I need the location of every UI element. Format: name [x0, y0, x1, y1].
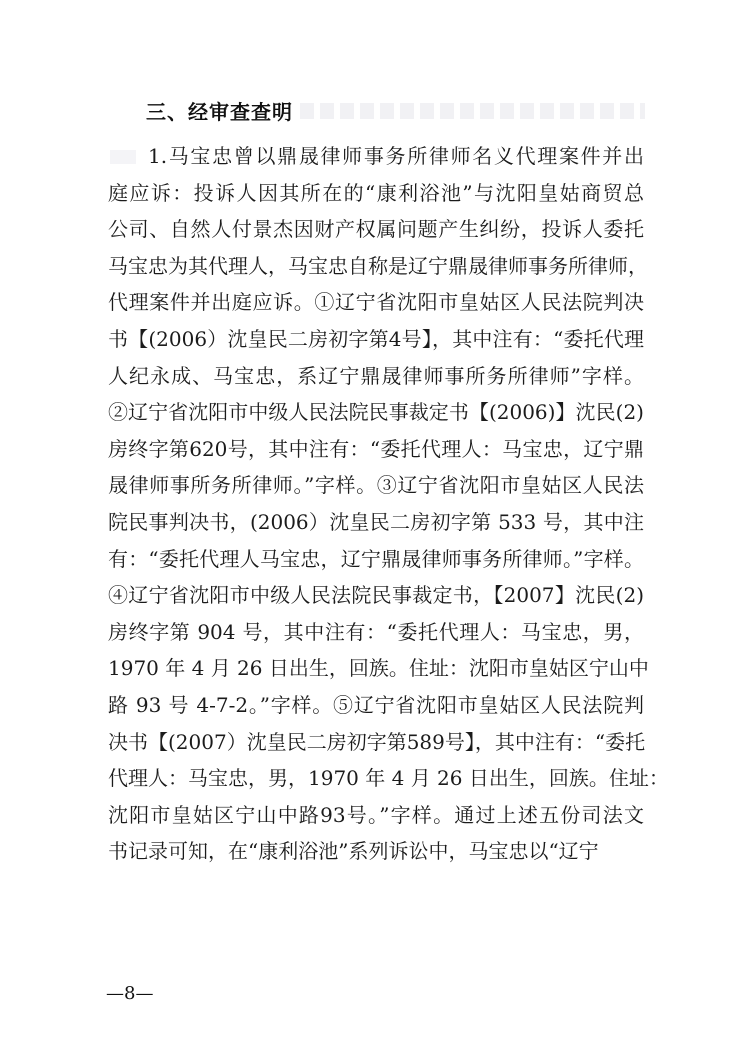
- paragraph-line: 房终字第 904 号，其中注有：“委托代理人：马宝忠，男，: [108, 619, 644, 644]
- paragraph-line: 路 93 号 4-7-2。”字样。⑤辽宁省沈阳市皇姑区人民法院判: [108, 692, 644, 717]
- page-number: —8—: [106, 983, 154, 1004]
- paragraph-line: ②辽宁省沈阳市中级人民法院民事裁定书【(2006)】沈民(2): [108, 400, 644, 425]
- paragraph-line: 1.马宝忠曾以鼎晟律师事务所律师名义代理案件并出: [148, 144, 644, 168]
- paragraph-line: 1970 年 4 月 26 日出生，回族。住址：沈阳市皇姑区宁山中: [108, 656, 649, 681]
- paragraph-line: 人纪永成、马宝忠，系辽宁鼎晟律师事所务所律师”字样。: [108, 363, 644, 388]
- paragraph-line: 代理案件并出庭应诉。①辽宁省沈阳市皇姑区人民法院判决: [108, 290, 644, 315]
- paragraph-line: 晟律师事所务所律师。”字样。③辽宁省沈阳市皇姑区人民法: [108, 473, 644, 498]
- body-paragraph: [108, 138, 669, 870]
- paragraph-line: 庭应诉：投诉人因其所在的“康利浴池”与沈阳皇姑商贸总: [108, 180, 644, 205]
- paragraph-line: 书【(2006）沈皇民二房初字第4号】，其中注有：“委托代理: [108, 326, 644, 351]
- paragraph-line: 书记录可知，在“康利浴池”系列诉讼中，马宝忠以“辽宁: [108, 839, 599, 864]
- paragraph-line: 公司、自然人付景杰因财产权属问题产生纠纷，投诉人委托: [108, 217, 644, 242]
- section-heading: 三、经审查查明: [146, 100, 293, 124]
- paragraph-line: 决书【(2007）沈皇民二房初字第589号】，其中注有：“委托: [108, 729, 646, 754]
- paragraph-line: 沈阳市皇姑区宁山中路93号。”字样。通过上述五份司法文: [108, 802, 644, 827]
- paragraph-line: 有：“委托代理人马宝忠，辽宁鼎晟律师事务所律师。”字样。: [108, 546, 644, 571]
- paragraph-line: 马宝忠为其代理人，马宝忠自称是辽宁鼎晟律师事务所律师，: [108, 253, 648, 278]
- paragraph-line: 房终字第620号，其中注有：“委托代理人：马宝忠，辽宁鼎: [108, 436, 644, 461]
- paragraph-line: ④辽宁省沈阳市中级人民法院民事裁定书，【2007】沈民(2): [108, 583, 644, 608]
- show-through-text: [300, 103, 645, 119]
- paragraph-line: 代理人：马宝忠，男，1970 年 4 月 26 日出生，回族。住址：: [108, 766, 669, 791]
- paragraph-line: 院民事判决书，(2006）沈皇民二房初字第 533 号，其中注: [108, 509, 644, 534]
